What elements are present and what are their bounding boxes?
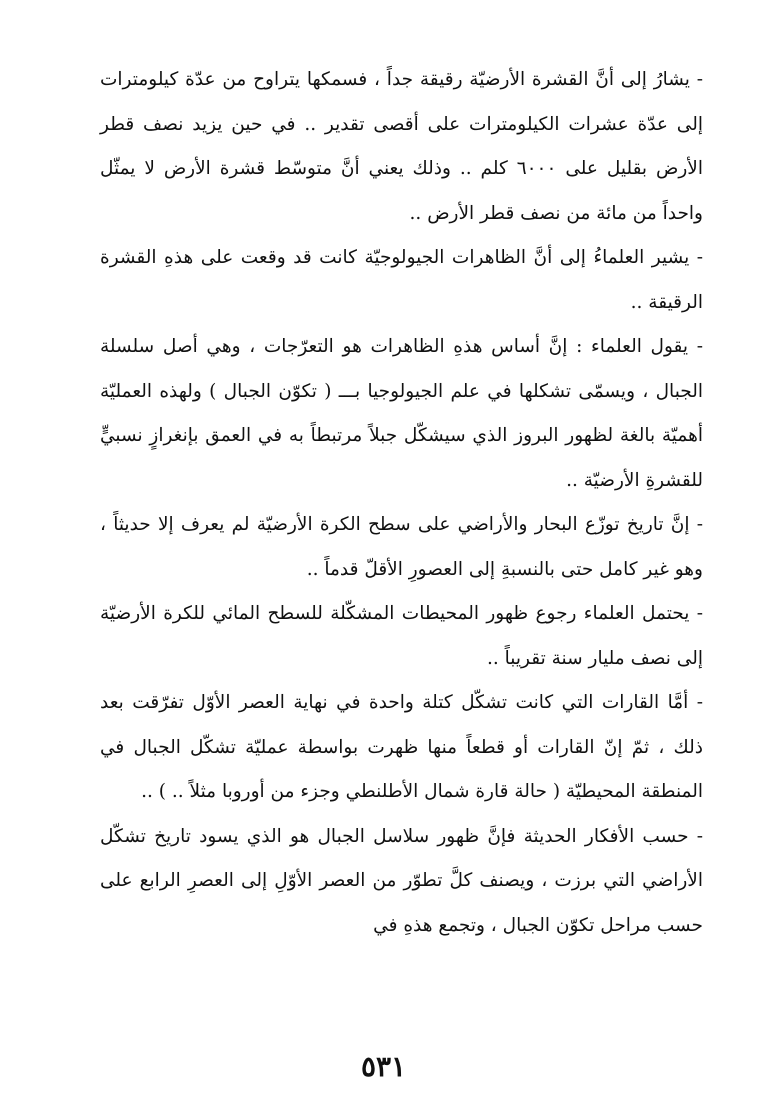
page-number: ٥٣١	[360, 1050, 407, 1083]
paragraph-modern-ideas: - حسب الأفكار الحديثة فإنَّ ظهور سلاسل الجبال هو الذي يسود تاريخ تشكّل الأراضي التي برزت ، ويصنف كلَّ تطوّر من العصر الأوّلِ إلى العصرِ الرابع على حسب مراحل تكوّن الجبال ، وتجمع هذهِ في	[100, 825, 703, 936]
paragraph-geological-phenomena: - يشير العلماءُ إلى أنَّ الظاهرات الجيولوجيّة كانت قد وقعت على هذهِ القشرة الرقيقة ..	[100, 247, 703, 313]
paragraph-seas-distribution: - إنَّ تاريخ توزّع البحار والأراضي على سطح الكرة الأرضيّة لم يعرف إلا حديثاً ، وهو غير كامل حتى بالنسبةِ إلى العصورِ الأقلّ قدماً ..	[100, 514, 703, 580]
paragraph-oceans-age: - يحتمل العلماء رجوع ظهور المحيطات المشكّلة للسطح المائي للكرة الأرضيّة إلى نصف مليار سنة تقريباً ..	[100, 603, 703, 669]
paragraph-continents: - أمَّا القارات التي كانت تشكّل كتلة واحدة في نهاية العصر الأوّل تفرّقت بعد ذلك ، ثمّ إنّ القارات أو قطعاً منها ظهرت بواسطة عمليّة تشكّل الجبال في المنطقة المحيطيّة ( حالة قارة شمال الأطلنطي وجزء من أوروبا مثلاً .. ) ..	[100, 692, 703, 802]
paragraph-crust-thickness: - يشارُ إلى أنَّ القشرة الأرضيّة رقيقة جداً ، فسمكها يتراوح من عدّة كيلومترات إلى عدّة عشرات الكيلومترات على أقصى تقدير .. في حين يزيد نصف قطر الأرض بقليل على ٦٠٠٠ كلم .. وذلك يعني أنَّ متوسّط قشرة الأرض لا يمثّل واحداً من مائة من نصف قطر الأرض ..	[100, 69, 703, 224]
paragraph-folding-mountains: - يقول العلماء : إنَّ أساس هذهِ الظاهرات هو التعرّجات ، وهي أصل سلسلة الجبال ، ويسمّى تشكلها في علم الجيولوجيا بـــ ( تكوّن الجبال ) ولهذه العمليّة أهميّة بالغة لظهور البروز الذي سيشكّل جبلاً مرتبطاً به في العمق بإنغرازٍ نسبيٍّ للقشرةِ الأرضيّة ..	[100, 336, 703, 491]
body-text	[100, 58, 703, 948]
